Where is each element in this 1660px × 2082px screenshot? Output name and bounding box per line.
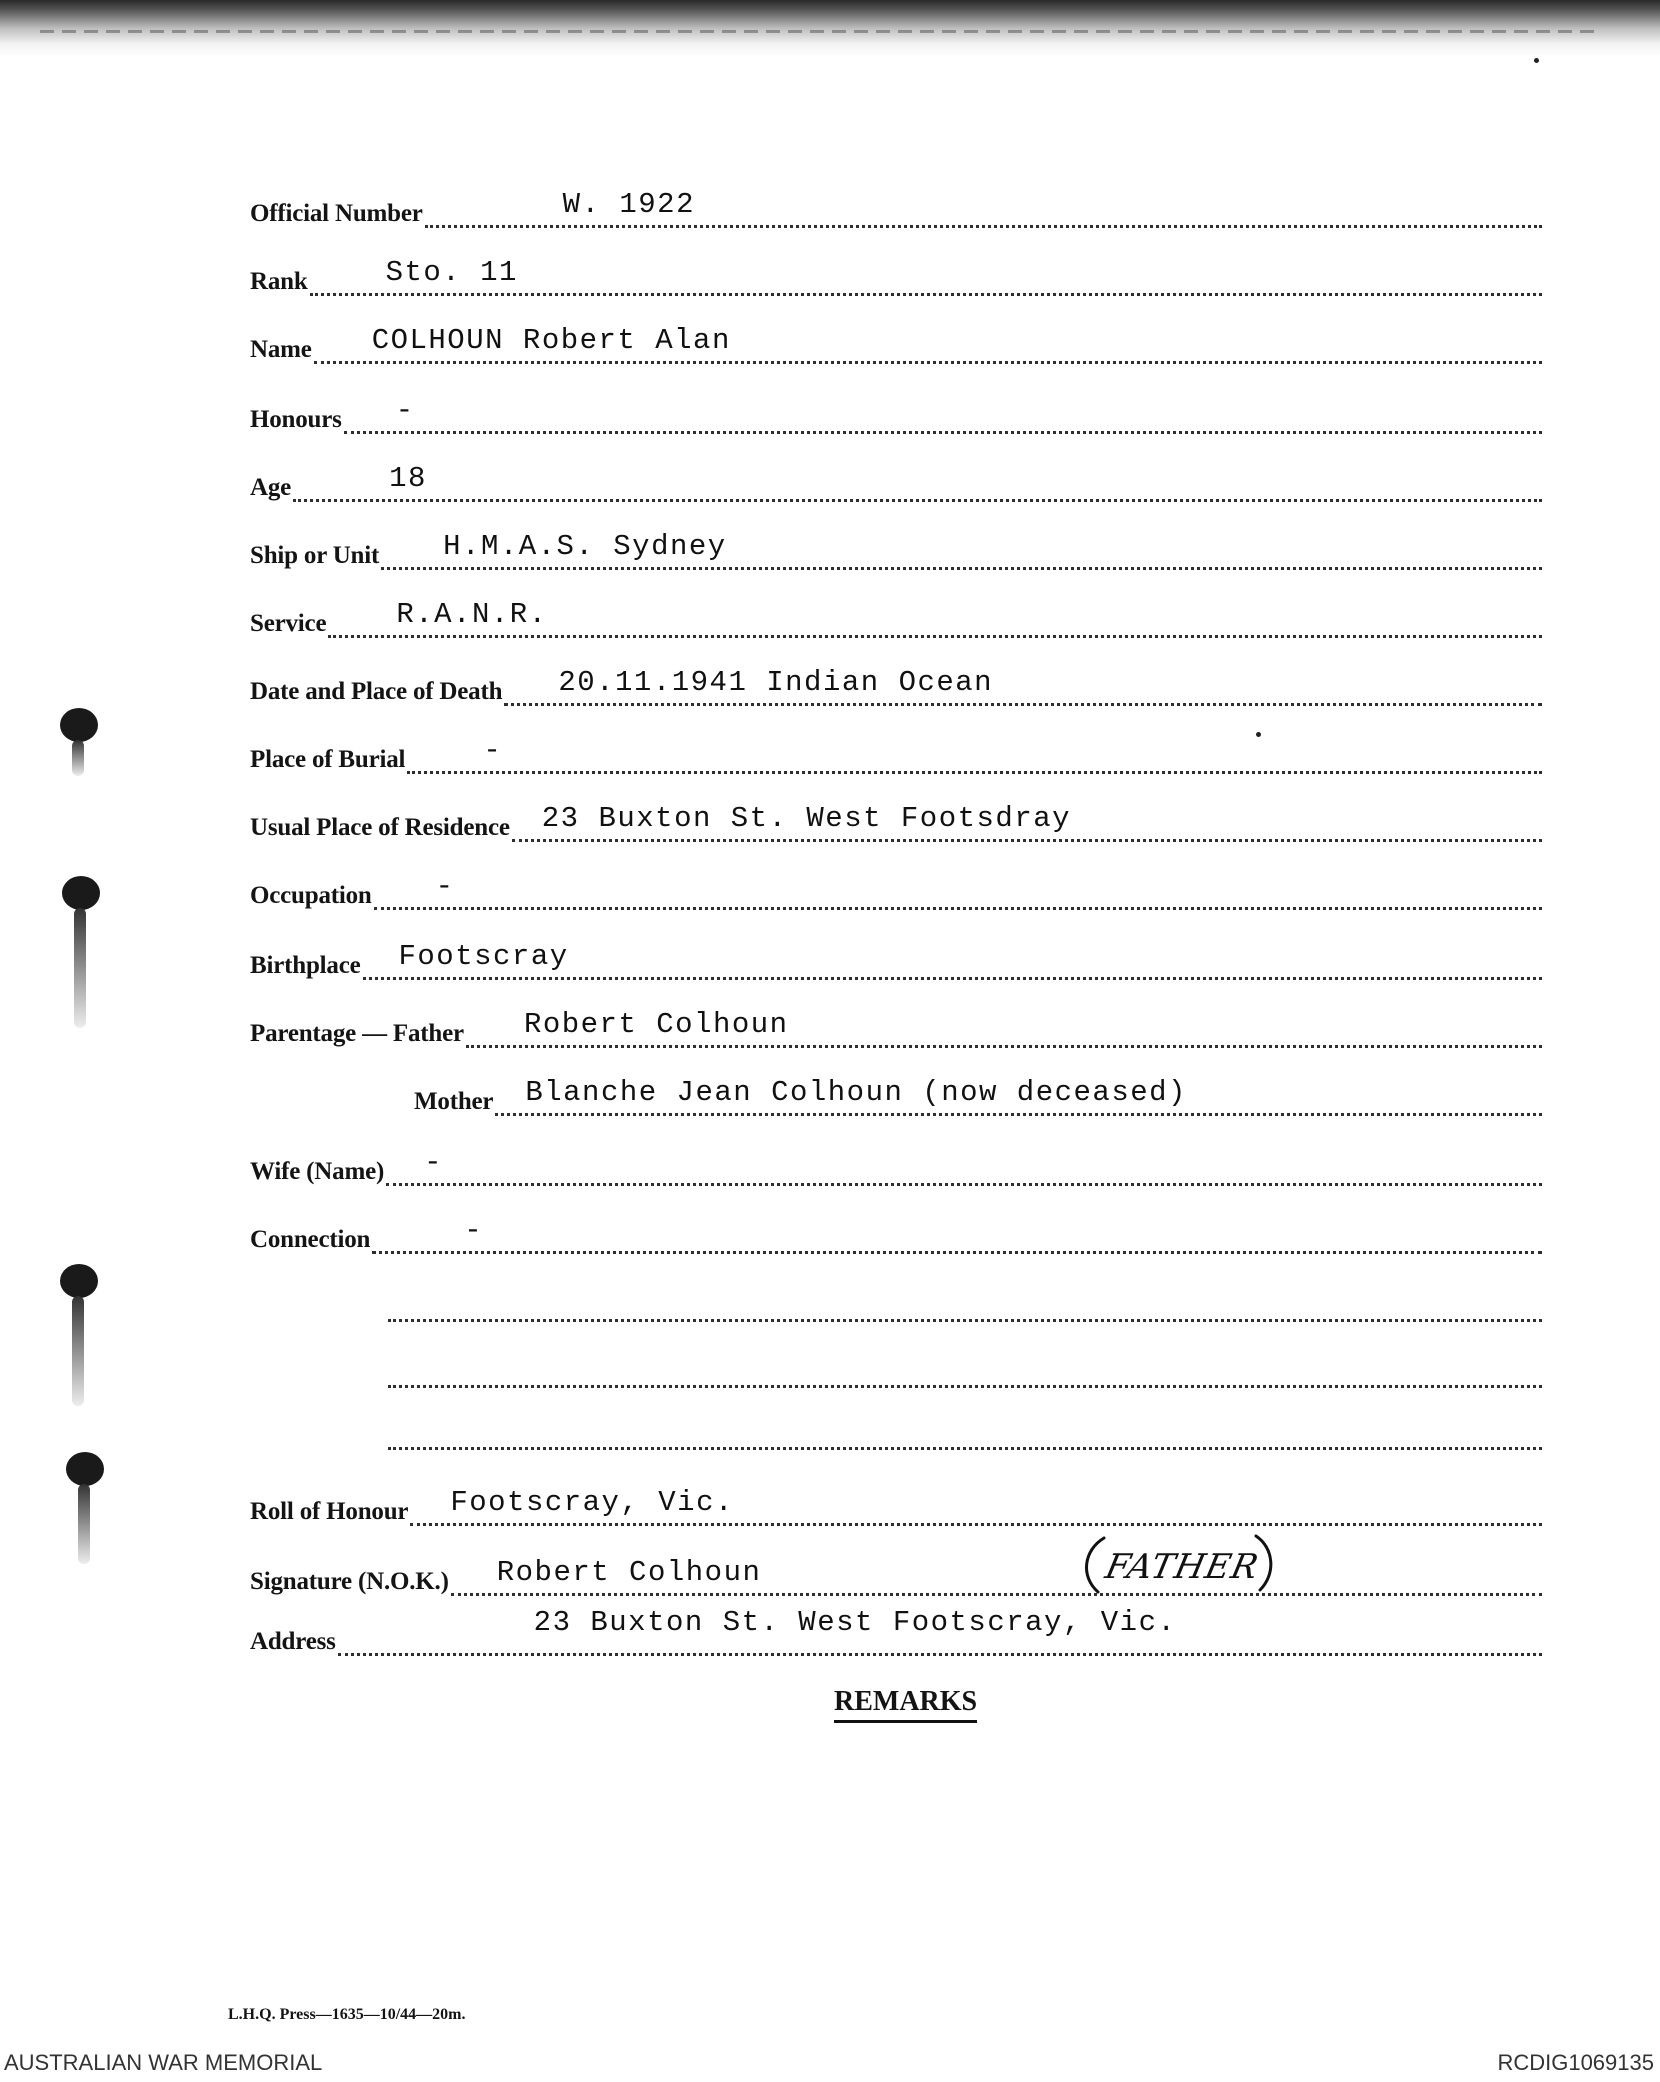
- row-official-number: [250, 188, 1542, 228]
- address-field: [338, 1606, 1542, 1656]
- row-age: [250, 462, 1542, 502]
- row-occupation: [250, 870, 1542, 910]
- official-number-value: W. 1922: [562, 188, 695, 221]
- roll-of-honour-value: Footscray, Vic.: [450, 1486, 734, 1519]
- svg-text:FATHER: FATHER: [1101, 1547, 1263, 1587]
- mother-label: Mother: [414, 1088, 494, 1115]
- ship-or-unit-label: Ship or Unit: [250, 542, 380, 569]
- signature-value: Robert Colhoun: [496, 1556, 762, 1589]
- service-field: [328, 595, 1542, 638]
- name-field: [314, 321, 1542, 364]
- name-value: COLHOUN Robert Alan: [371, 324, 731, 357]
- date-place-death-value: 20.11.1941 Indian Ocean: [558, 666, 994, 699]
- punch-hole: [62, 876, 100, 910]
- date-place-death-label: Date and Place of Death: [250, 678, 503, 705]
- blank-line: [386, 1348, 1542, 1388]
- row-roll-of-honour: [250, 1486, 1542, 1526]
- footer-record-id: RCDIG1069135: [1497, 2050, 1654, 2075]
- row-place-of-burial: [250, 734, 1542, 774]
- row-date-place-death: [250, 666, 1542, 706]
- punch-hole: [66, 1452, 104, 1486]
- connection-value: -: [464, 1214, 484, 1247]
- service-value: R.A.N.R.: [396, 598, 548, 631]
- blank-line-field: [388, 1407, 1542, 1450]
- punch-hole-streak: [78, 1484, 90, 1564]
- row-service: [250, 598, 1542, 638]
- punch-hole: [60, 1264, 98, 1298]
- usual-residence-field: [512, 799, 1542, 842]
- connection-label: Connection: [250, 1226, 371, 1253]
- punch-hole-streak: [72, 740, 84, 776]
- punch-hole-streak: [74, 908, 86, 1028]
- father-field: [466, 1005, 1542, 1048]
- birthplace-label: Birthplace: [250, 952, 361, 979]
- blank-line-field: [388, 1279, 1542, 1322]
- address-label: Address: [250, 1628, 336, 1655]
- handwritten-father-annotation: [1070, 1530, 1290, 1598]
- place-of-burial-label: Place of Burial: [250, 746, 406, 773]
- place-of-burial-field: [407, 731, 1542, 774]
- press-mark: L.H.Q. Press—1635—10/44—20m.: [228, 2006, 466, 2023]
- mother-field: [495, 1073, 1542, 1116]
- rank-value: Sto. 11: [385, 256, 518, 289]
- usual-residence-value: 23 Buxton St. West Footsdray: [541, 802, 1072, 835]
- age-field: [293, 459, 1542, 502]
- blank-line: [386, 1282, 1542, 1322]
- name-label: Name: [250, 336, 312, 363]
- blank-line: [386, 1410, 1542, 1450]
- occupation-field: [374, 867, 1542, 910]
- row-connection: [250, 1214, 1542, 1254]
- rank-field: [310, 253, 1542, 296]
- address-value: 23 Buxton St. West Footscray, Vic.: [533, 1606, 1177, 1639]
- usual-residence-label: Usual Place of Residence: [250, 814, 510, 841]
- honours-field: [344, 391, 1542, 434]
- wife-field: [386, 1143, 1542, 1186]
- punch-hole-streak: [72, 1296, 84, 1406]
- row-rank: [250, 256, 1542, 296]
- row-wife: [250, 1146, 1542, 1186]
- row-signature: [250, 1556, 1542, 1596]
- father-label: Parentage — Father: [250, 1020, 464, 1047]
- wife-label: Wife (Name): [250, 1158, 385, 1185]
- date-place-death-field: [504, 663, 1542, 706]
- scanned-top-edge: [0, 0, 1660, 58]
- row-address: [250, 1606, 1542, 1656]
- occupation-label: Occupation: [250, 882, 372, 909]
- birthplace-value: Footscray: [398, 940, 569, 973]
- punch-hole: [60, 708, 98, 742]
- father-value: Robert Colhoun: [523, 1008, 789, 1041]
- occupation-value: -: [435, 870, 455, 903]
- signature-field: [451, 1553, 1542, 1596]
- remarks-heading: REMARKS: [834, 1688, 977, 1723]
- roll-of-honour-field: [410, 1483, 1542, 1526]
- row-ship-or-unit: [250, 530, 1542, 570]
- ink-speck: [1534, 58, 1539, 63]
- row-usual-residence: [250, 802, 1542, 842]
- official-number-field: [425, 185, 1542, 228]
- birthplace-field: [363, 937, 1543, 980]
- service-label: Service: [250, 610, 327, 637]
- footer-source: AUSTRALIAN WAR MEMORIAL: [4, 2050, 323, 2075]
- signature-label: Signature (N.O.K.): [250, 1568, 449, 1595]
- ship-or-unit-value: H.M.A.S. Sydney: [443, 530, 727, 563]
- blank-line-field: [388, 1345, 1542, 1388]
- ship-or-unit-field: [381, 527, 1542, 570]
- row-name: [250, 324, 1542, 364]
- connection-field: [372, 1211, 1542, 1254]
- rank-label: Rank: [250, 268, 308, 295]
- age-value: 18: [389, 462, 427, 495]
- row-father: [250, 1008, 1542, 1048]
- place-of-burial-value: -: [483, 734, 503, 767]
- official-number-label: Official Number: [250, 200, 423, 227]
- honours-label: Honours: [250, 406, 342, 433]
- row-mother: [414, 1076, 1542, 1116]
- age-label: Age: [250, 474, 292, 501]
- roll-of-honour-label: Roll of Honour: [250, 1498, 409, 1525]
- row-honours: [250, 394, 1542, 434]
- honours-value: -: [395, 394, 415, 427]
- wife-value: -: [424, 1146, 443, 1179]
- mother-value: Blanche Jean Colhoun (now deceased): [525, 1076, 1187, 1109]
- row-birthplace: [250, 940, 1542, 980]
